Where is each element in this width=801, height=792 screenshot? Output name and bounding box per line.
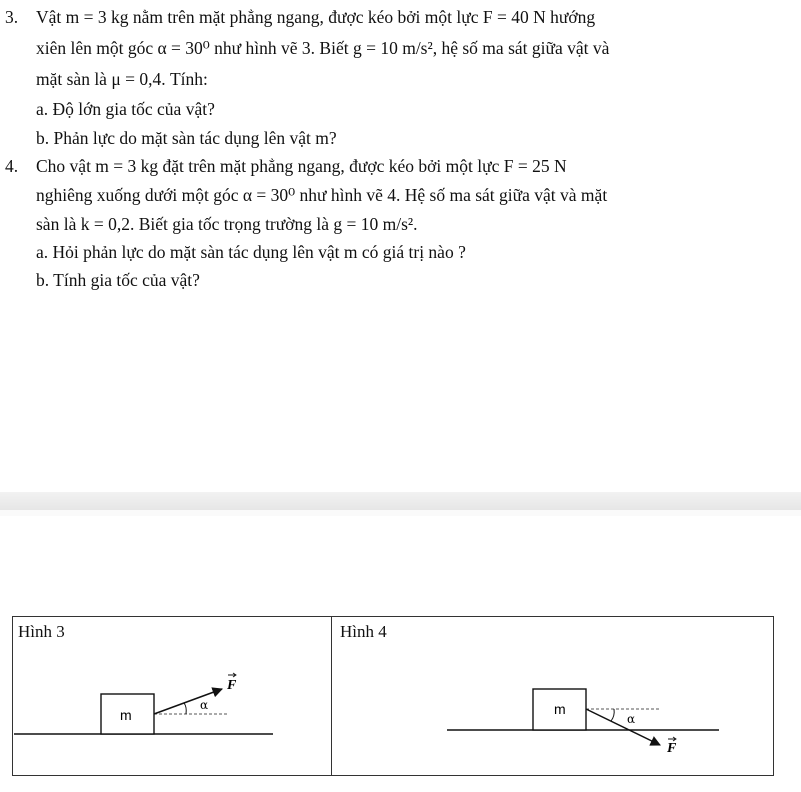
figure-3-diagram <box>14 673 273 734</box>
problem-4-part-a: a. Hỏi phản lực do mặt sàn tác dụng lên vật m có giá trị nào ? <box>36 242 466 262</box>
figure-4-title: Hình 4 <box>340 622 387 641</box>
problem-3-part-b: b. Phản lực do mặt sàn tác dụng lên vật m? <box>36 128 337 148</box>
figure-4-force-label: F <box>667 741 677 756</box>
figure-4-angle-label: α <box>627 712 636 726</box>
problem-3-line-1: Vật m = 3 kg nằm trên mặt phẳng ngang, được kéo bởi một lực F = 40 N hướng <box>36 7 596 27</box>
problem-4-line-2: nghiêng xuống dưới một góc α = 30⁰ như hình vẽ 4. Hệ số ma sát giữa vật và mặt <box>36 185 608 205</box>
figure-3-mass-label: m <box>120 707 132 723</box>
figure-4-force-arrow <box>586 709 660 745</box>
figure-4-mass-label: m <box>554 701 566 717</box>
problem-4-number: 4. <box>5 156 19 176</box>
figure-3-angle-label: α <box>200 698 209 712</box>
figure-3-force-arrow <box>154 689 222 714</box>
problem-4-line-1: Cho vật m = 3 kg đặt trên mặt phẳng ngang, được kéo bởi một lực F = 25 N <box>36 156 567 176</box>
problem-3-number: 3. <box>5 7 19 27</box>
problem-4-line-3: sàn là k = 0,2. Biết gia tốc trọng trường là g = 10 m/s². <box>36 214 418 234</box>
figure-4-angle-arc <box>611 709 614 721</box>
figure-3-angle-arc <box>184 703 186 714</box>
figure-4-diagram <box>447 689 719 756</box>
problem-3-line-2: xiên lên một góc α = 30⁰ như hình vẽ 3. Biết g = 10 m/s², hệ số ma sát giữa vật và <box>36 38 610 58</box>
problem-3-line-3: mặt sàn là μ = 0,4. Tính: <box>36 69 208 89</box>
problem-3-part-a: a. Độ lớn gia tốc của vật? <box>36 99 215 119</box>
figure-3-force-label: F <box>227 678 237 693</box>
figure-3-title: Hình 3 <box>18 622 65 641</box>
problem-4-part-b: b. Tính gia tốc của vật? <box>36 270 200 290</box>
